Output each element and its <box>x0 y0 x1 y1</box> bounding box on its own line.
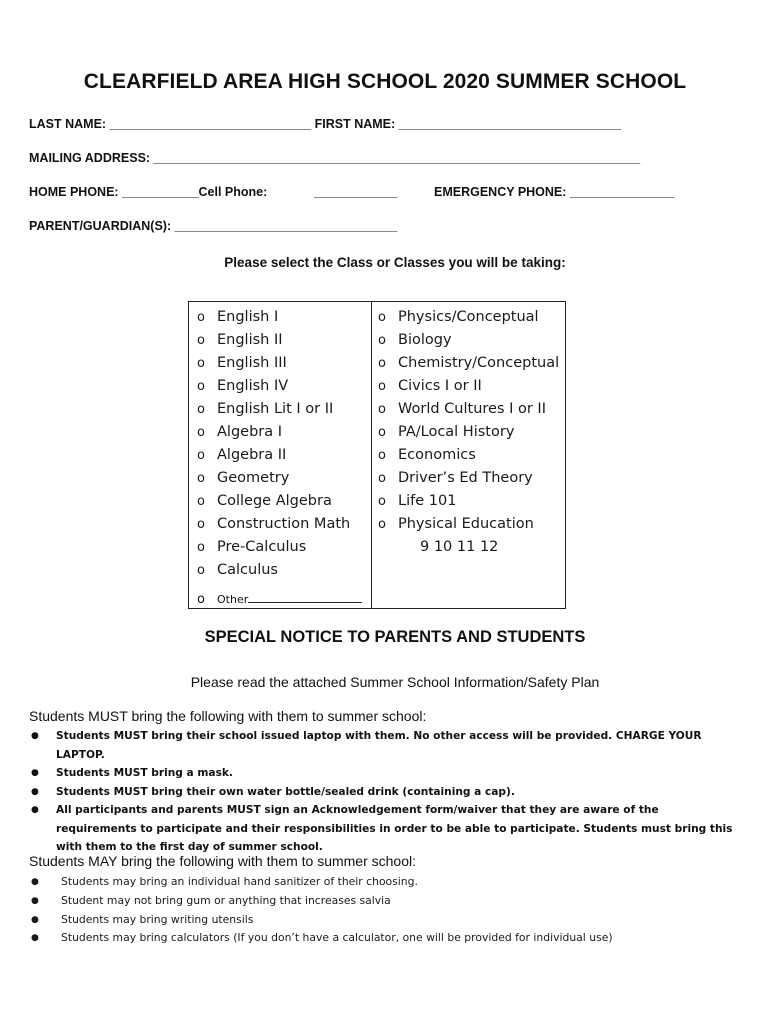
class-option-label: Chemistry/Conceptual <box>398 355 560 371</box>
checkbox-circle-icon[interactable]: o <box>197 471 205 486</box>
checkbox-circle-icon[interactable]: o <box>378 425 386 440</box>
class-option-label: English I <box>217 309 279 325</box>
checkbox-circle-icon[interactable]: o <box>197 379 205 394</box>
checkbox-circle-icon[interactable]: o <box>197 540 205 555</box>
bullet-icon: ● <box>31 786 39 797</box>
bullet-icon: ● <box>31 768 39 778</box>
home-phone-field-line[interactable]: HOME PHONE: ___________Cell Phone: <box>29 185 268 199</box>
checkbox-circle-icon[interactable]: o <box>378 333 386 348</box>
class-option[interactable] <box>197 444 350 467</box>
may-bring-item <box>29 873 741 892</box>
class-option-label: Life 101 <box>398 493 457 509</box>
must-bring-item <box>29 801 741 857</box>
bullet-icon: ● <box>31 877 39 887</box>
class-option[interactable] <box>378 352 559 375</box>
bullet-item-text: Students MUST bring their school issued laptop with them. No other access will be provided. CHARGE YOUR LAPTOP. <box>56 730 702 761</box>
checkbox-circle-icon[interactable]: o <box>378 356 386 371</box>
class-option-label: English Lit I or II <box>217 401 334 417</box>
class-option-label: Economics <box>398 447 476 463</box>
class-option[interactable] <box>197 513 350 536</box>
other-blank-line[interactable] <box>248 592 362 603</box>
may-bring-item <box>29 911 741 930</box>
checkbox-circle-icon[interactable]: o <box>197 425 205 440</box>
must-bring-item <box>29 764 741 783</box>
bullet-item-text: Students may bring an individual hand sanitizer of their choosing. <box>61 875 418 888</box>
class-option-label: PA/Local History <box>398 424 515 440</box>
class-option-label: English III <box>217 355 287 371</box>
bullet-icon: ● <box>31 731 39 741</box>
class-option-label: Pre-Calculus <box>217 539 307 555</box>
table-column-divider <box>371 302 372 608</box>
must-bring-list <box>29 727 741 857</box>
parent-guardian-field-line[interactable]: PARENT/GUARDIAN(S): ________________________________ <box>29 219 398 233</box>
class-option[interactable] <box>378 467 559 490</box>
right-class-column <box>378 306 559 558</box>
bullet-item-text: Students MUST bring their own water bottle/sealed drink (containing a cap). <box>56 785 515 798</box>
other-class-option[interactable] <box>197 592 362 607</box>
special-notice-heading: SPECIAL NOTICE TO PARENTS AND STUDENTS <box>204 628 586 646</box>
class-option[interactable] <box>197 421 350 444</box>
checkbox-circle-icon[interactable]: o <box>197 592 205 607</box>
form-title: CLEARFIELD AREA HIGH SCHOOL 2020 SUMMER SCHOOL <box>83 70 687 93</box>
bullet-item-text: Student may not bring gum or anything that increases salvia <box>61 893 391 907</box>
bullet-item-text: Students may bring calculators (If you don’t have a calculator, one will be provided for individual use) <box>61 931 613 945</box>
checkbox-circle-icon[interactable]: o <box>378 494 386 509</box>
class-option-label: Calculus <box>217 562 278 578</box>
checkbox-circle-icon[interactable]: o <box>197 448 205 463</box>
class-option[interactable] <box>197 559 350 582</box>
class-option-label: Geometry <box>217 470 290 486</box>
must-bring-intro: Students MUST bring the following with them to summer school: <box>29 708 427 724</box>
may-bring-list <box>29 873 741 948</box>
must-bring-item <box>29 783 741 802</box>
bullet-icon: ● <box>31 805 39 815</box>
class-option-label: Driver’s Ed Theory <box>398 470 533 486</box>
bullet-item-text: All participants and parents MUST sign an Acknowledgement form/waiver that they are aware of the requirements to participate and their responsibilities in order to be able to participate. Students must bring this with them to the first day of summer school. <box>56 804 733 853</box>
class-option[interactable] <box>378 329 559 352</box>
checkbox-circle-icon[interactable]: o <box>378 517 386 532</box>
left-class-column <box>197 306 350 582</box>
class-option[interactable] <box>378 444 559 467</box>
class-option[interactable] <box>197 352 350 375</box>
class-selection-prompt: Please select the Class or Classes you will be taking: <box>224 255 566 270</box>
checkbox-circle-icon[interactable]: o <box>378 379 386 394</box>
class-option[interactable] <box>197 398 350 421</box>
may-bring-item <box>29 892 741 911</box>
class-option-label: World Cultures I or II <box>398 401 546 417</box>
checkbox-circle-icon[interactable]: o <box>197 563 205 578</box>
must-bring-item <box>29 727 741 764</box>
name-field-line[interactable]: LAST NAME: _____________________________ FIRST NAME: ________________________________ <box>29 117 622 131</box>
class-option-label: Algebra I <box>217 424 283 440</box>
class-option[interactable] <box>378 398 559 421</box>
pe-grade-levels: 9 10 11 12 <box>420 539 499 555</box>
checkbox-circle-icon[interactable]: o <box>197 310 205 325</box>
checkbox-circle-icon[interactable]: o <box>197 333 205 348</box>
bullet-item-text: Students may bring writing utensils <box>61 912 254 926</box>
class-option-label: Physics/Conceptual <box>398 309 539 325</box>
bullet-icon: ● <box>31 914 39 925</box>
class-option-label: Civics I or II <box>398 378 482 394</box>
checkbox-circle-icon[interactable]: o <box>378 310 386 325</box>
checkbox-circle-icon[interactable]: o <box>378 471 386 486</box>
class-option[interactable] <box>197 329 350 352</box>
class-option-label: Biology <box>398 332 452 348</box>
mailing-address-field-line[interactable]: MAILING ADDRESS: ______________________________________________________________________ <box>29 151 641 165</box>
cell-phone-blank[interactable]: ____________ <box>314 185 398 199</box>
checkbox-circle-icon[interactable]: o <box>378 448 386 463</box>
class-option[interactable] <box>197 490 350 513</box>
checkbox-circle-icon[interactable]: o <box>197 402 205 417</box>
class-option-label: Physical Education <box>398 516 534 532</box>
class-option[interactable] <box>197 375 350 398</box>
checkbox-circle-icon[interactable]: o <box>197 517 205 532</box>
read-plan-instruction: Please read the attached Summer School Information/Safety Plan <box>190 674 600 690</box>
class-option[interactable] <box>197 467 350 490</box>
bullet-icon: ● <box>31 895 39 906</box>
may-bring-item <box>29 929 741 948</box>
may-bring-intro: Students MAY bring the following with them to summer school: <box>29 853 416 869</box>
class-option-label: English II <box>217 332 283 348</box>
class-option[interactable] <box>378 421 559 444</box>
class-selection-table <box>188 301 566 609</box>
checkbox-circle-icon[interactable]: o <box>378 402 386 417</box>
class-option-label: Construction Math <box>217 516 351 532</box>
class-option-label: College Algebra <box>217 493 332 509</box>
class-option-label: English IV <box>217 378 289 394</box>
bullet-icon: ● <box>31 933 39 944</box>
checkbox-circle-icon[interactable]: o <box>197 356 205 371</box>
bullet-item-text: Students MUST bring a mask. <box>56 767 233 779</box>
other-label: Other <box>217 593 249 606</box>
class-option[interactable] <box>197 536 350 559</box>
checkbox-circle-icon[interactable]: o <box>197 494 205 509</box>
class-option[interactable] <box>378 375 559 398</box>
class-option[interactable] <box>378 306 559 329</box>
class-option[interactable] <box>378 490 559 513</box>
class-option-label: Algebra II <box>217 447 287 463</box>
emergency-phone-field-line[interactable]: EMERGENCY PHONE: _______________ <box>434 185 675 199</box>
class-option[interactable] <box>378 513 559 536</box>
class-option[interactable] <box>197 306 350 329</box>
